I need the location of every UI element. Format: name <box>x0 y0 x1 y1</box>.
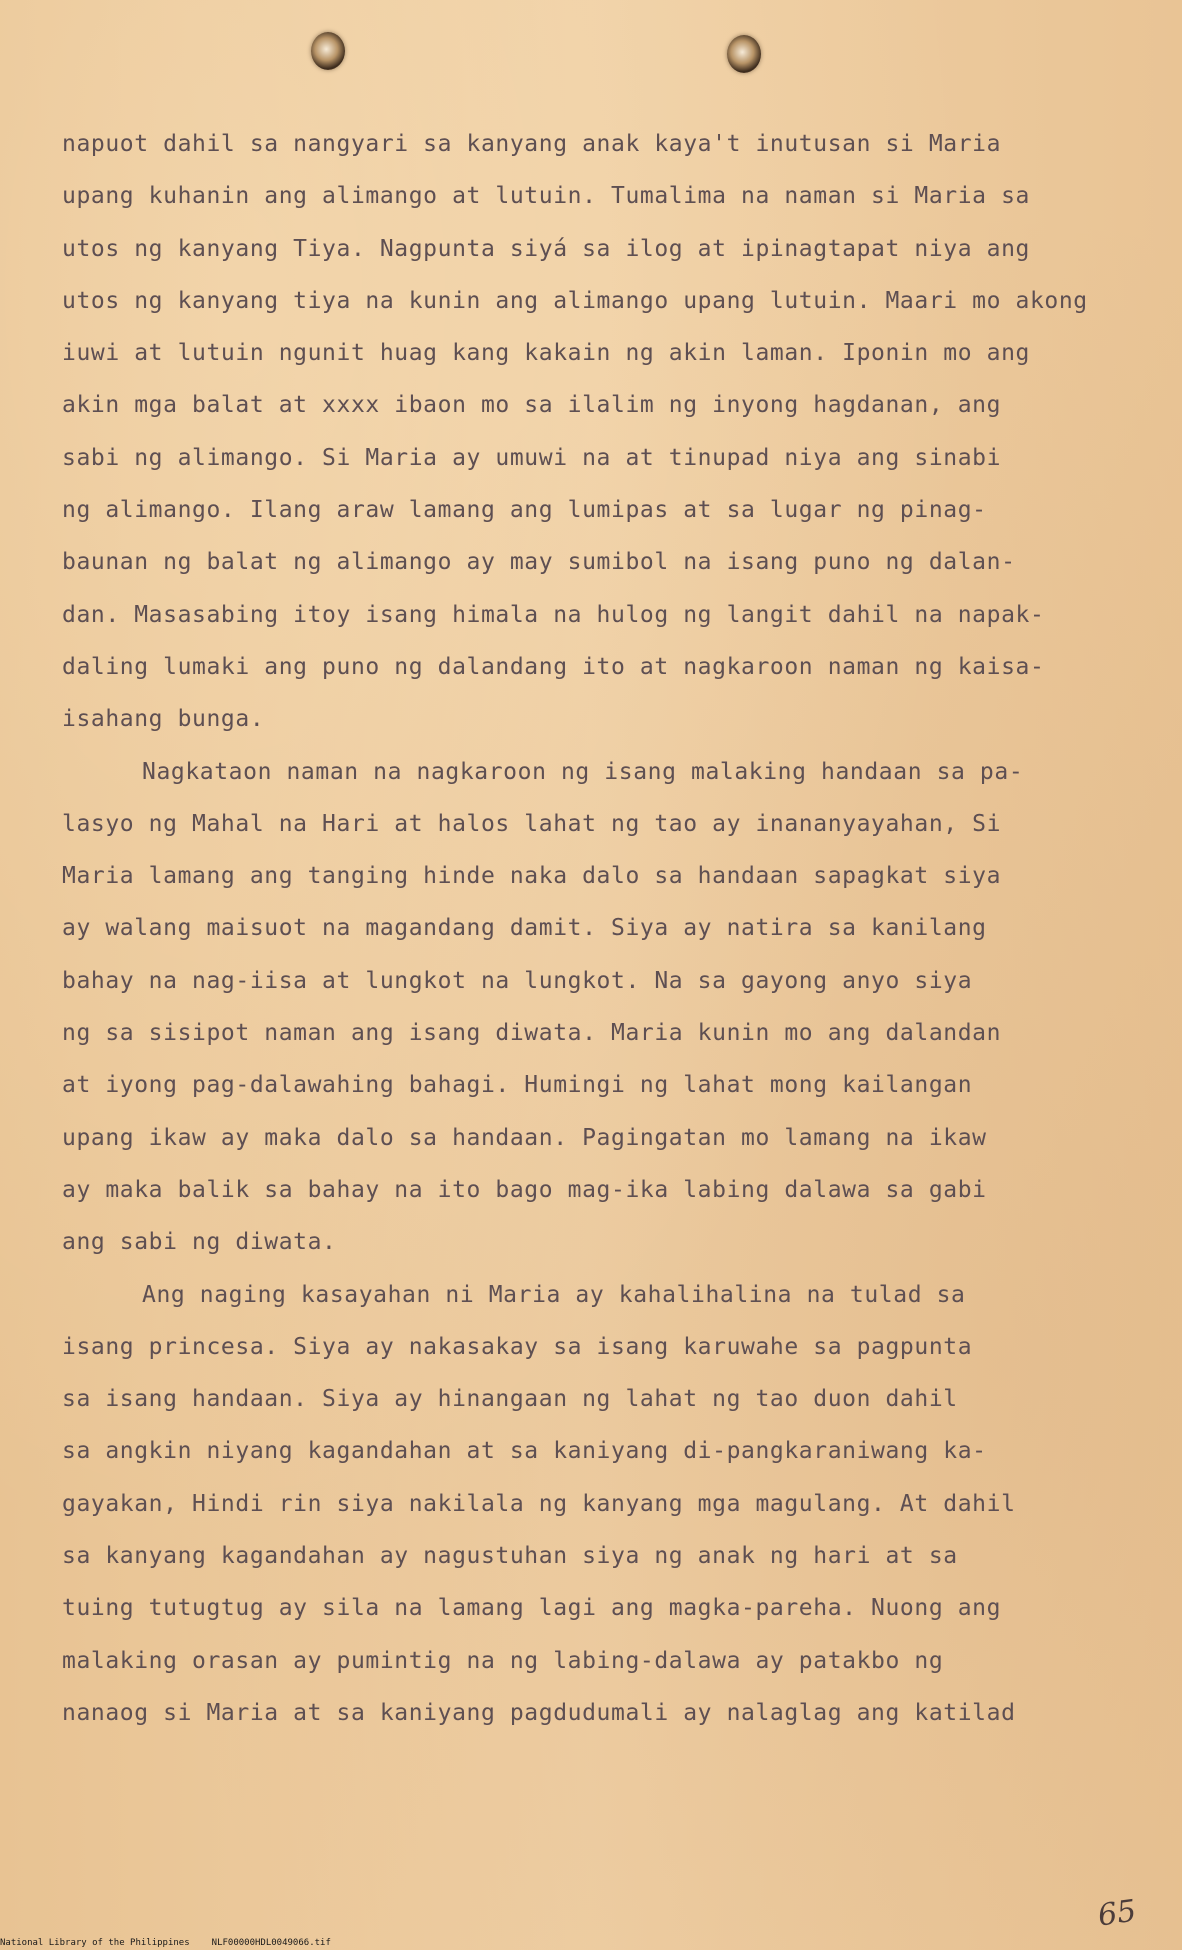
text-line: upang kuhanin ang alimango at lutuin. Tumalima na naman si Maria sa <box>62 183 1030 210</box>
punch-hole-left <box>311 32 345 70</box>
text-line: ng alimango. Ilang araw lamang ang lumipas at sa lugar ng pinag- <box>62 497 987 524</box>
text-line: malaking orasan ay pumintig na ng labing-dalawa ay patakbo ng <box>62 1647 944 1674</box>
text-line: Maria lamang ang tanging hinde naka dalo sa handaan sapagkat siya <box>62 863 1002 890</box>
handwritten-page-number: 65 <box>1095 1893 1139 1934</box>
text-line: isang princesa. Siya ay nakasakay sa isang karuwahe sa pagpunta <box>62 1333 973 1360</box>
text-line: isahang bunga. <box>62 706 265 733</box>
text-line: ay walang maisuot na magandang damit. Siya ay natira sa kanilang <box>62 915 987 942</box>
scan-footer <box>0 1938 331 1948</box>
text-line: tuing tutugtug ay sila na lamang lagi ang magka-pareha. Nuong ang <box>62 1595 1002 1622</box>
library-name: National Library of the Philippines <box>0 1938 190 1948</box>
typewritten-body <box>62 118 1132 1739</box>
text-line: ng sa sisipot naman ang isang diwata. Maria kunin mo ang dalandan <box>62 1020 1002 1047</box>
text-line: nanaog si Maria at sa kaniyang pagdudumali ay nalaglag ang katilad <box>62 1699 1016 1726</box>
text-line: gayakan, Hindi rin siya nakilala ng kanyang mga magulang. At dahil <box>62 1490 1016 1517</box>
text-line: upang ikaw ay maka dalo sa handaan. Pagingatan mo lamang na ikaw <box>62 1124 987 1151</box>
text-line: utos ng kanyang tiya na kunin ang alimango upang lutuin. Maari mo akong <box>62 287 1088 314</box>
text-line: baunan ng balat ng alimango ay may sumibol na isang puno ng dalan- <box>62 549 1016 576</box>
text-line: sa isang handaan. Siya ay hinangaan ng lahat ng tao duon dahil <box>62 1386 958 1413</box>
text-line: bahay na nag-iisa at lungkot na lungkot. Na sa gayong anyo siya <box>62 967 973 994</box>
text-line: iuwi at lutuin ngunit huag kang kakain ng akin laman. Iponin mo ang <box>62 340 1030 367</box>
text-line: at iyong pag-dalawahing bahagi. Humingi ng lahat mong kailangan <box>62 1072 973 1099</box>
text-line-paragraph-start: Ang naging kasayahan ni Maria ay kahalihalina na tulad sa <box>142 1281 966 1308</box>
text-line: sabi ng alimango. Si Maria ay umuwi na at tinupad niya ang sinabi <box>62 444 1002 471</box>
text-line: ang sabi ng diwata. <box>62 1229 337 1256</box>
text-line: sa angkin niyang kagandahan at sa kaniyang di-pangkaraniwang ka- <box>62 1438 987 1465</box>
text-line: ay maka balik sa bahay na ito bago mag-ika labing dalawa sa gabi <box>62 1176 987 1203</box>
punch-hole-right <box>727 35 761 73</box>
text-line-paragraph-start: Nagkataon naman na nagkaroon ng isang malaking handaan sa pa- <box>142 758 1024 785</box>
text-line: utos ng kanyang Tiya. Nagpunta siyá sa ilog at ipinagtapat niya ang <box>62 235 1030 262</box>
text-line: daling lumaki ang puno ng dalandang ito at nagkaroon naman ng kaisa- <box>62 653 1045 680</box>
scan-filename: NLF00000HDL0049066.tif <box>211 1938 331 1948</box>
text-line: sa kanyang kagandahan ay nagustuhan siya ng anak ng hari at sa <box>62 1543 958 1570</box>
text-line: lasyo ng Mahal na Hari at halos lahat ng tao ay inananyayahan, Si <box>62 810 1002 837</box>
text-line: akin mga balat at xxxx ibaon mo sa ilalim ng inyong hagdanan, ang <box>62 392 1002 419</box>
text-line: napuot dahil sa nangyari sa kanyang anak kaya't inutusan si Maria <box>62 131 1002 157</box>
text-line: dan. Masasabing itoy isang himala na hulog ng langit dahil na napak- <box>62 601 1045 628</box>
